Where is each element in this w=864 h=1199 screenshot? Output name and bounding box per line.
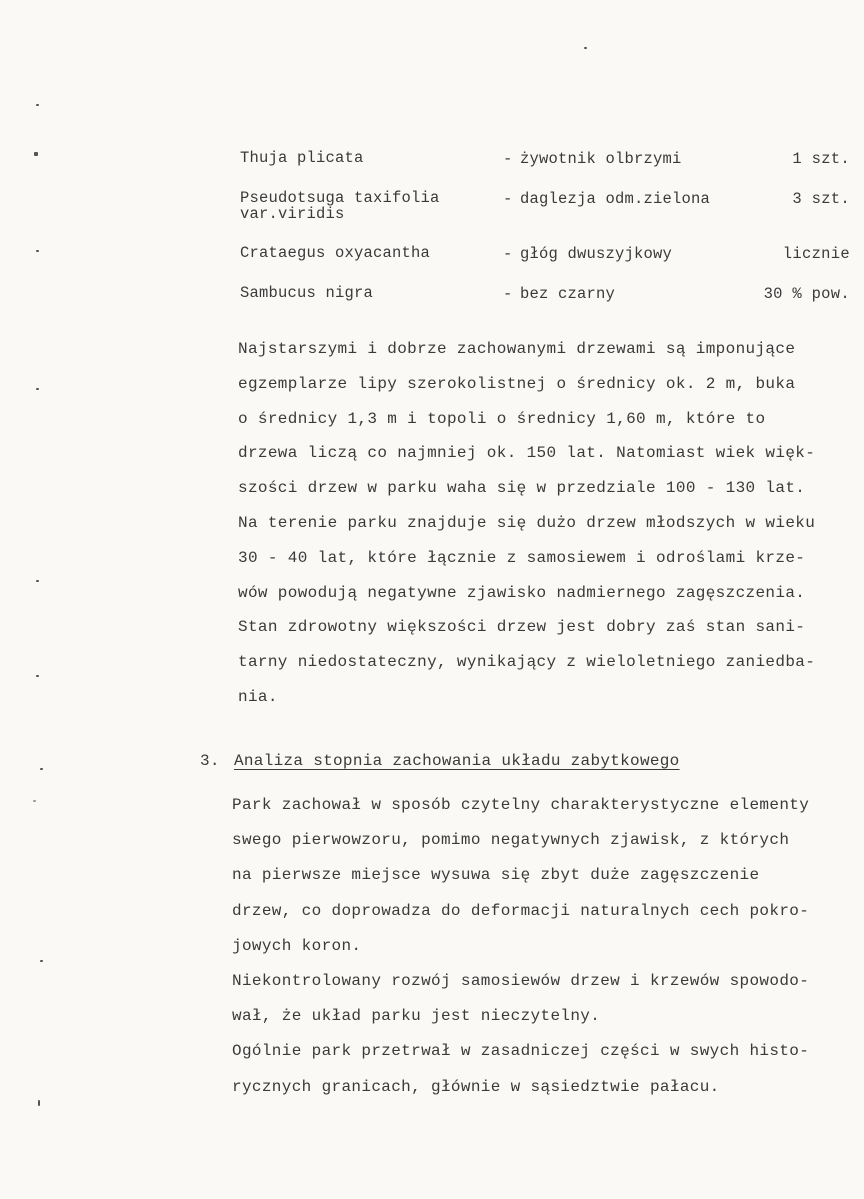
text-line: Ogólnie park przetrwał w zasadniczej części w swych histo-: [232, 1042, 810, 1061]
text-line: Najstarszymi i dobrze zachowanymi drzewami są imponujące: [238, 340, 796, 358]
text-line: drzew, co doprowadza do deformacji naturalnych cech pokro-: [232, 901, 810, 920]
text-line: szości drzew w parku waha się w przedziale 100 - 130 lat.: [238, 479, 806, 498]
quantity: 3 szt.: [792, 190, 850, 208]
margin-speck: [584, 47, 587, 49]
latin-name: Thuja plicata: [240, 149, 364, 167]
margin-speck: [40, 768, 43, 770]
text-line: o średnicy 1,3 m i topoli o średnicy 1,60 m, które to: [238, 409, 766, 428]
section-number: 3.: [200, 752, 220, 770]
preservation-paragraph: [232, 796, 852, 1113]
latin-name: Pseudotsuga taxifolia var.viridis: [240, 189, 440, 223]
margin-speck: [36, 250, 39, 252]
quantity: 30 % pow.: [763, 285, 850, 303]
tree-age-paragraph: [238, 340, 848, 723]
margin-speck: [36, 104, 39, 106]
separator-dash: -: [503, 150, 513, 168]
text-line: drzewa liczą co najmniej ok. 150 lat. Natomiast wiek więk-: [238, 444, 816, 463]
text-line: rycznych granicach, głównie w sąsiedztwie pałacu.: [232, 1077, 720, 1096]
polish-name: żywotnik olbrzymi: [520, 150, 682, 168]
species-row: [240, 245, 850, 285]
species-row: [240, 190, 850, 245]
text-line: Na terenie parku znajduje się dużo drzew młodszych w wieku: [238, 513, 816, 532]
text-line: Park zachował w sposób czytelny charakterystyczne elementy: [232, 796, 810, 814]
section-title: Analiza stopnia zachowania układu zabytkowego: [234, 752, 680, 770]
polish-name: daglezja odm.zielona: [520, 190, 711, 208]
text-line: nia.: [238, 687, 278, 706]
margin-speck: [36, 675, 39, 677]
margin-speck: [36, 388, 39, 390]
separator-dash: -: [503, 245, 513, 263]
quantity: 1 szt.: [792, 150, 850, 168]
text-line: 30 - 40 lat, które łącznie z samosiewem i odroślami krze-: [238, 548, 806, 567]
separator-dash: -: [503, 285, 513, 303]
text-line: Stan zdrowotny większości drzew jest dobry zaś stan sani-: [238, 618, 806, 637]
text-line: jowych koron.: [232, 936, 362, 955]
species-row: [240, 150, 850, 190]
text-line: Niekontrolowany rozwój samosiewów drzew i krzewów spowodo-: [232, 971, 810, 990]
separator-dash: -: [503, 190, 513, 208]
text-line: na pierwsze miejsce wysuwa się zbyt duże zagęszczenie: [232, 866, 760, 885]
text-line: wał, że układ parku jest nieczytelny.: [232, 1007, 601, 1026]
text-line: tarny niedostateczny, wynikający z wieloletniego zaniedba-: [238, 653, 816, 672]
text-line: wów powodują negatywne zjawisko nadmiernego zagęszczenia.: [238, 583, 806, 602]
species-row: [240, 285, 850, 325]
latin-name: Sambucus nigra: [240, 284, 374, 302]
text-line: swego pierwowzoru, pomimo negatywnych zjawisk, z których: [232, 831, 790, 850]
quantity: licznie: [782, 245, 850, 263]
margin-speck: [33, 800, 36, 802]
species-table: [240, 150, 850, 325]
polish-name: głóg dwuszyjkowy: [520, 245, 673, 263]
margin-speck: [36, 580, 39, 582]
margin-speck: [38, 1100, 40, 1106]
text-line: egzemplarze lipy szerokolistnej o średnicy ok. 2 m, buka: [238, 374, 796, 393]
margin-speck: [34, 152, 38, 156]
polish-name: bez czarny: [520, 285, 616, 303]
section-heading: [200, 752, 680, 770]
latin-name: Crataegus oxyacantha: [240, 244, 431, 262]
margin-speck: [40, 960, 43, 962]
